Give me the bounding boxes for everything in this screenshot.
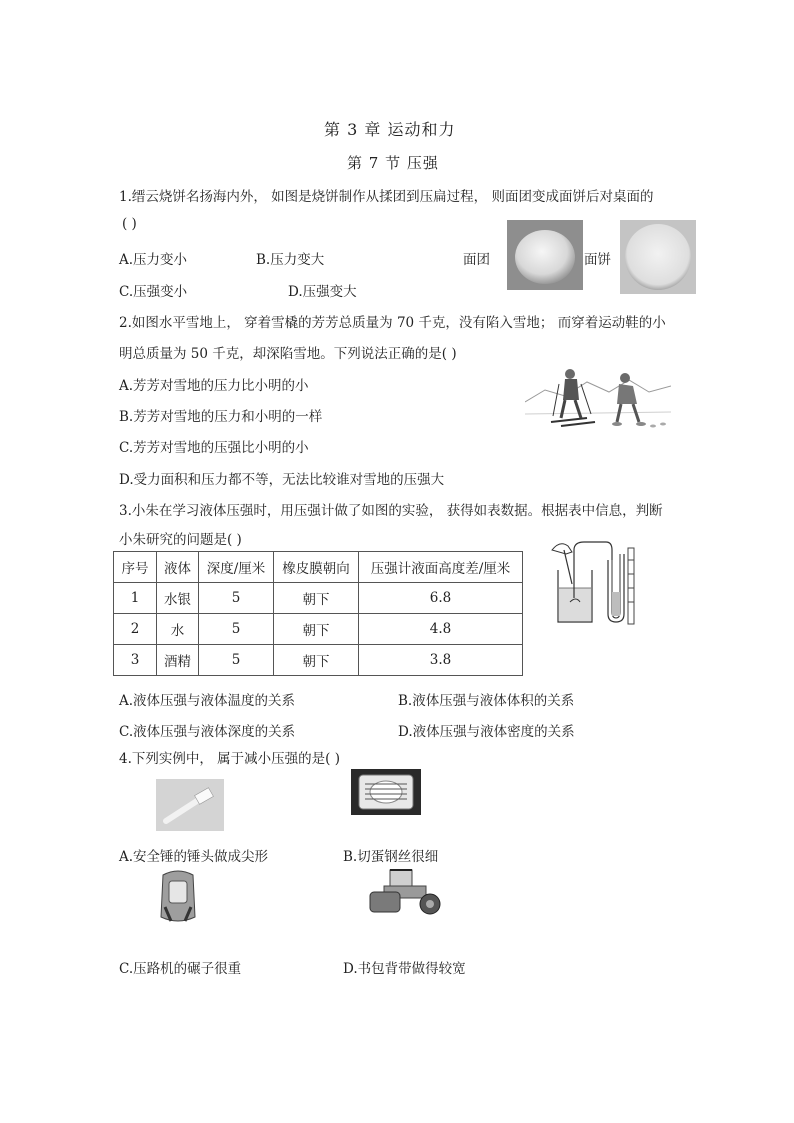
q1-stem-line2: ( ) [122,216,137,232]
section-title: 第 7 节 压强 [347,154,439,172]
cake-image [620,220,696,294]
egg-slicer-image [351,769,421,815]
table-header-cell: 液体 [157,552,199,583]
table-cell: 1 [114,583,157,614]
q4-option-a: A.安全锤的锤头做成尖形 [119,849,269,865]
safety-hammer-image [156,779,224,831]
table-cell: 水 [157,614,199,645]
q1-label-cake: 面饼 [584,252,611,268]
table-row [114,645,523,676]
q1-option-a: A.压力变小 [119,252,188,268]
table-cell: 5 [199,614,274,645]
table-cell: 3 [114,645,157,676]
table-row [114,583,523,614]
table-header-cell: 深度/厘米 [199,552,274,583]
table-cell: 5 [199,645,274,676]
table-header-cell: 序号 [114,552,157,583]
dough-image [507,220,583,290]
table-row [114,614,523,645]
q2-option-a: A.芳芳对雪地的压力比小明的小 [119,378,309,394]
table-cell: 酒精 [157,645,199,676]
q3-stem-line1: 3.小朱在学习液体压强时，用压强计做了如图的实验， 获得如表数据。根据表中信息，判断 [119,503,663,519]
q3-option-d: D.液体压强与液体密度的关系 [398,724,575,740]
q1-stem-line1: 1.缙云烧饼名扬海内外， 如图是烧饼制作从揉团到压扁过程， 则面团变成面饼后对桌面的 [119,189,654,205]
table-header-row [114,552,523,583]
snow-scene-image [525,362,671,434]
chapter-title: 第 3 章 运动和力 [324,120,456,139]
table-cell: 6.8 [359,583,523,614]
q3-option-a: A.液体压强与液体温度的关系 [119,693,296,709]
pressure-gauge-image [550,540,636,626]
q2-option-d: D.受力面积和压力都不等，无法比较谁对雪地的压强大 [119,472,445,488]
table-cell: 2 [114,614,157,645]
q1-label-dough: 面团 [463,252,490,268]
table-cell: 朝下 [274,614,359,645]
pressure-data-table [113,551,523,676]
table-cell: 朝下 [274,645,359,676]
q3-option-c: C.液体压强与液体深度的关系 [119,724,296,740]
q4-option-d: D.书包背带做得较宽 [343,961,466,977]
q2-option-b: B.芳芳对雪地的压力和小明的一样 [119,409,323,425]
road-roller-image [368,866,444,916]
q2-stem-line1: 2.如图水平雪地上， 穿着雪橇的芳芳总质量为 70 千克，没有陷入雪地； 而穿着运动鞋的小 [119,315,666,331]
table-cell: 4.8 [359,614,523,645]
q1-option-d: D.压强变大 [288,284,357,300]
q1-option-c: C.压强变小 [119,284,188,300]
table-header-cell: 橡皮膜朝向 [274,552,359,583]
q2-option-c: C.芳芳对雪地的压强比小明的小 [119,440,309,456]
table-cell: 水银 [157,583,199,614]
q4-stem: 4.下列实例中， 属于减小压强的是( ) [119,751,340,767]
q4-option-c: C.压路机的碾子很重 [119,961,242,977]
table-cell: 朝下 [274,583,359,614]
table-cell: 3.8 [359,645,523,676]
q3-option-b: B.液体压强与液体体积的关系 [398,693,575,709]
table-header-cell: 压强计液面高度差/厘米 [359,552,523,583]
backpack-image [157,867,199,925]
q1-option-b: B.压力变大 [256,252,325,268]
q3-stem-line2: 小朱研究的问题是( ) [119,532,242,548]
table-cell: 5 [199,583,274,614]
q4-option-b: B.切蛋钢丝很细 [343,849,439,865]
q2-stem-line2: 明总质量为 50 千克，却深陷雪地。下列说法正确的是( ) [119,346,457,362]
